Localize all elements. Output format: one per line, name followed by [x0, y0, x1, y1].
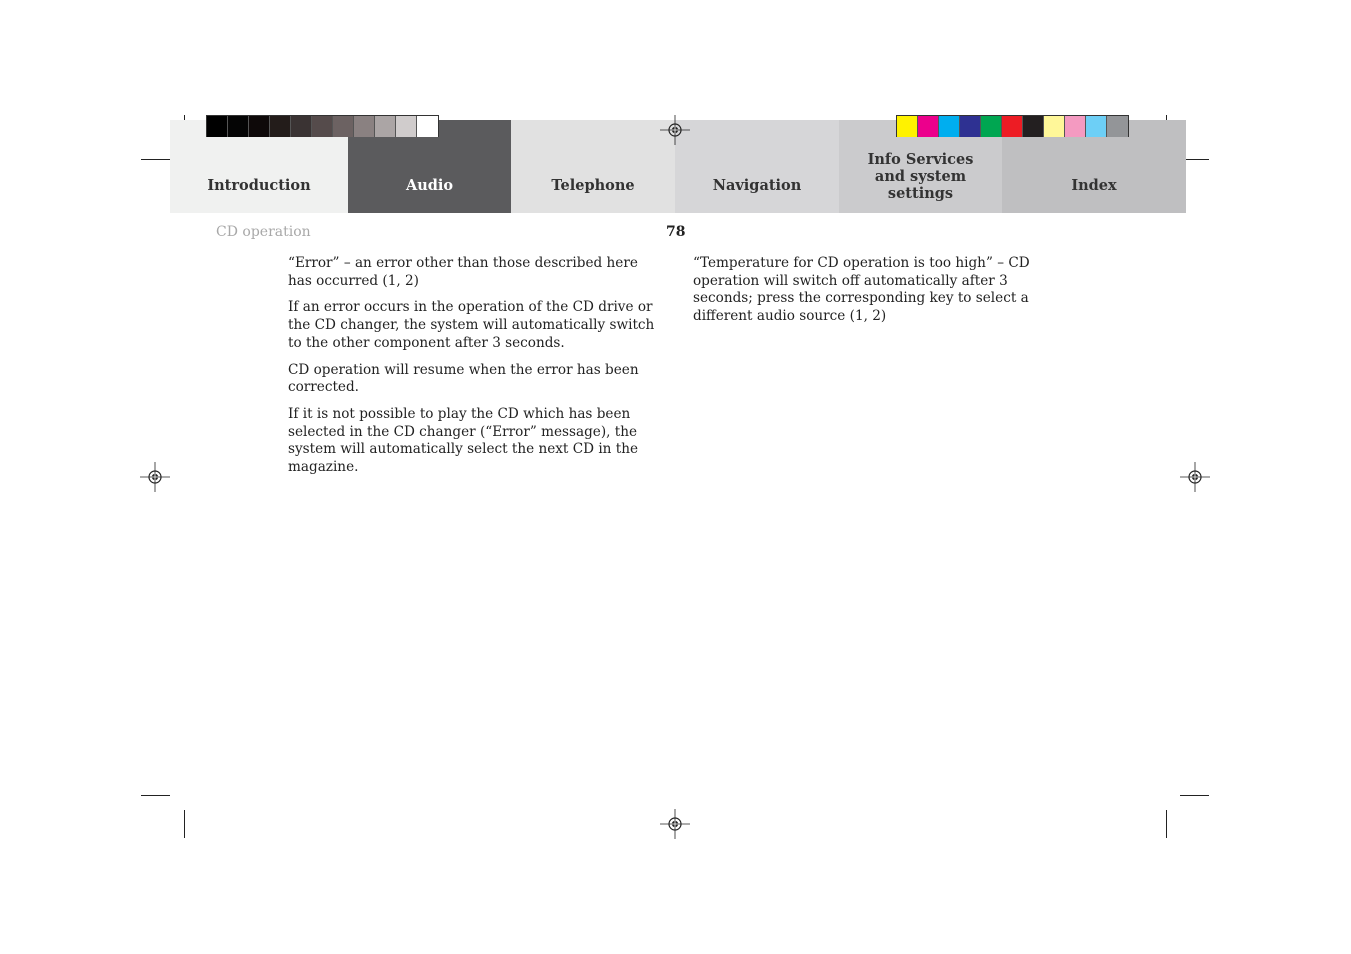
calibration-swatch	[1065, 116, 1086, 137]
calibration-swatch	[939, 116, 960, 137]
calibration-swatch	[960, 116, 981, 137]
calibration-swatch	[1107, 116, 1128, 137]
calibration-swatch	[375, 116, 396, 137]
tab-navigation[interactable]	[675, 120, 839, 213]
calibration-swatch	[918, 116, 939, 137]
calibration-swatch	[1044, 116, 1065, 137]
tab-telephone[interactable]	[511, 120, 675, 213]
calibration-swatch	[333, 116, 354, 137]
tab-label: Audio	[405, 177, 454, 194]
right-column	[693, 255, 1063, 335]
paragraph: “Error” – an error other than those described here has occurred (1, 2)	[288, 255, 638, 289]
left-column	[288, 255, 660, 486]
calibration-swatch	[1023, 116, 1044, 137]
registration-mark-icon	[140, 462, 170, 492]
registration-mark-icon	[660, 809, 690, 839]
calibration-swatch	[249, 116, 270, 137]
section-title: CD operation	[216, 224, 311, 240]
calibration-swatch	[354, 116, 375, 137]
registration-mark-icon	[1180, 462, 1210, 492]
tab-label: Index	[1071, 177, 1117, 194]
grayscale-calibration-strip	[206, 115, 439, 137]
crop-mark	[1166, 810, 1167, 838]
crop-mark	[1180, 795, 1209, 796]
calibration-swatch	[312, 116, 333, 137]
crop-mark	[141, 795, 170, 796]
calibration-swatch	[207, 116, 228, 137]
calibration-swatch	[396, 116, 417, 137]
color-calibration-strip	[896, 115, 1129, 137]
paragraph: CD operation will resume when the error has been corrected.	[288, 361, 639, 396]
crop-mark	[141, 159, 170, 160]
paragraph: If an error occurs in the operation of the CD drive or the CD changer, the system will automatically switch to the other component after 3 seconds.	[288, 299, 655, 351]
calibration-swatch	[228, 116, 249, 137]
registration-mark-icon	[660, 115, 690, 145]
calibration-swatch	[1086, 116, 1107, 137]
calibration-swatch	[270, 116, 291, 137]
paragraph: “Temperature for CD operation is too high” – CD operation will switch off automatically after 3 seconds; press the corresponding key to select a different audio source (1, 2)	[693, 255, 1030, 325]
tab-label: Navigation	[712, 177, 802, 194]
page-number: 78	[666, 224, 686, 240]
calibration-swatch	[291, 116, 312, 137]
calibration-swatch	[417, 116, 438, 137]
calibration-swatch	[897, 116, 918, 137]
crop-mark	[184, 810, 185, 838]
paragraph: If it is not possible to play the CD which has been selected in the CD changer (“Error” message), the system will automatically select the next CD in the magazine.	[288, 405, 639, 476]
calibration-swatch	[981, 116, 1002, 137]
tab-label: Telephone	[551, 177, 635, 194]
calibration-swatch	[1002, 116, 1023, 137]
tab-label: Introduction	[207, 177, 311, 194]
tab-label: Info Services and system settings	[867, 151, 974, 202]
